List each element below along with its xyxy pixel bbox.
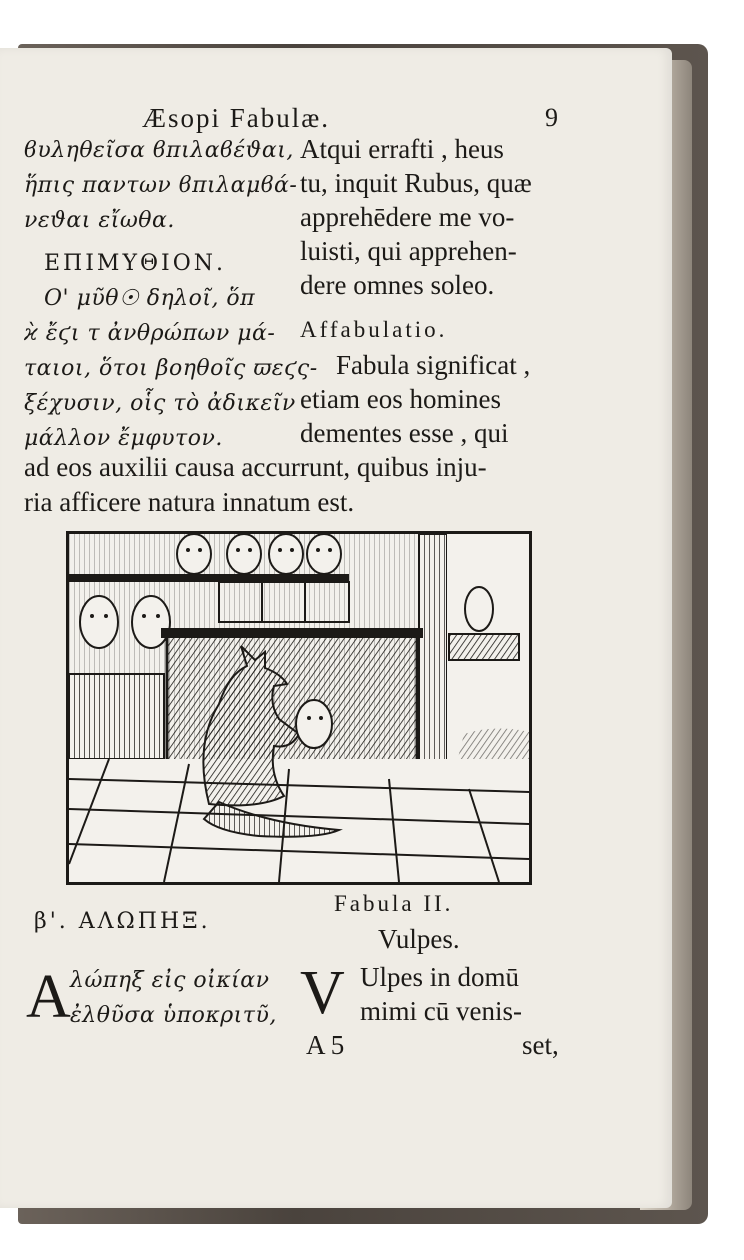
latin-fable-subheading: Vulpes. [378,924,460,954]
latin-line: luisti, qui apprehen- [300,236,517,266]
epimythion-line: ϰ̀ ἔϛι τ ἀνθρώπων μά- [24,321,276,346]
affabulatio-line: Fabula significat , [336,350,531,380]
catchword: set, [522,1030,559,1060]
page-number: 9 [545,103,558,132]
epimythion-line: Ο' μῦθ☉ δηλοῖ, ὅπ [44,286,256,311]
epimythion-heading: ΕΠΙΜΥΘΙΟΝ. [44,251,226,276]
body-line: ria afficere natura innatum est. [24,487,355,517]
body-line: ad eos auxilii causa accurrunt, quibus inju- [24,452,487,482]
latin-dropcap: V [300,959,345,1027]
latin-line: tu, inquit Rubus, quæ [300,168,532,198]
epimythion-line: ξέχυσιν, οἷς τὸ ἀδικεῖν [24,391,296,416]
affabulatio-line: dementes esse , qui [300,418,509,448]
greek-line: ἥπις παντων ϐπιλαμϐά- [24,173,298,198]
latin-line: dere omnes soleo. [300,270,495,300]
epimythion-line: μάλλον ἔμφυτον. [24,426,223,451]
greek-fable-line: ἐλθῦσα ὑποκριτῦ, [70,1003,277,1028]
affabulatio-line: etiam eos homines [300,384,501,414]
affabulatio-heading: Affabulatio. [300,317,448,342]
greek-dropcap: A [26,963,71,1031]
latin-line: apprehēdere me vo- [300,202,515,232]
running-title: Æsopi Fabulæ. [142,103,331,133]
woodcut-illustration [66,531,532,885]
latin-fable-line: Ulpes in domū [360,962,519,992]
latin-fable-line: mimi cū venis- [360,996,522,1026]
greek-fable-heading: β'. ΑΛΩΠΗΞ. [34,909,211,934]
greek-line: ϐυληθεῖσα ϐπιλαϐέϑαι, [24,138,294,163]
latin-line: Atqui errafti , heus [300,134,504,164]
greek-fable-line: λώπηξ εἰς οἰκίαν [70,968,270,993]
latin-fable-heading: Fabula II. [334,891,454,916]
greek-line: νεϑαι εἴωθα. [24,208,175,233]
woodcut-fox-and-mask-icon [69,534,529,882]
signature-mark: A 5 [306,1030,345,1060]
epimythion-line: ταιοι, ὅτοι βοηθοῖς ϖεϛς- [24,356,318,381]
